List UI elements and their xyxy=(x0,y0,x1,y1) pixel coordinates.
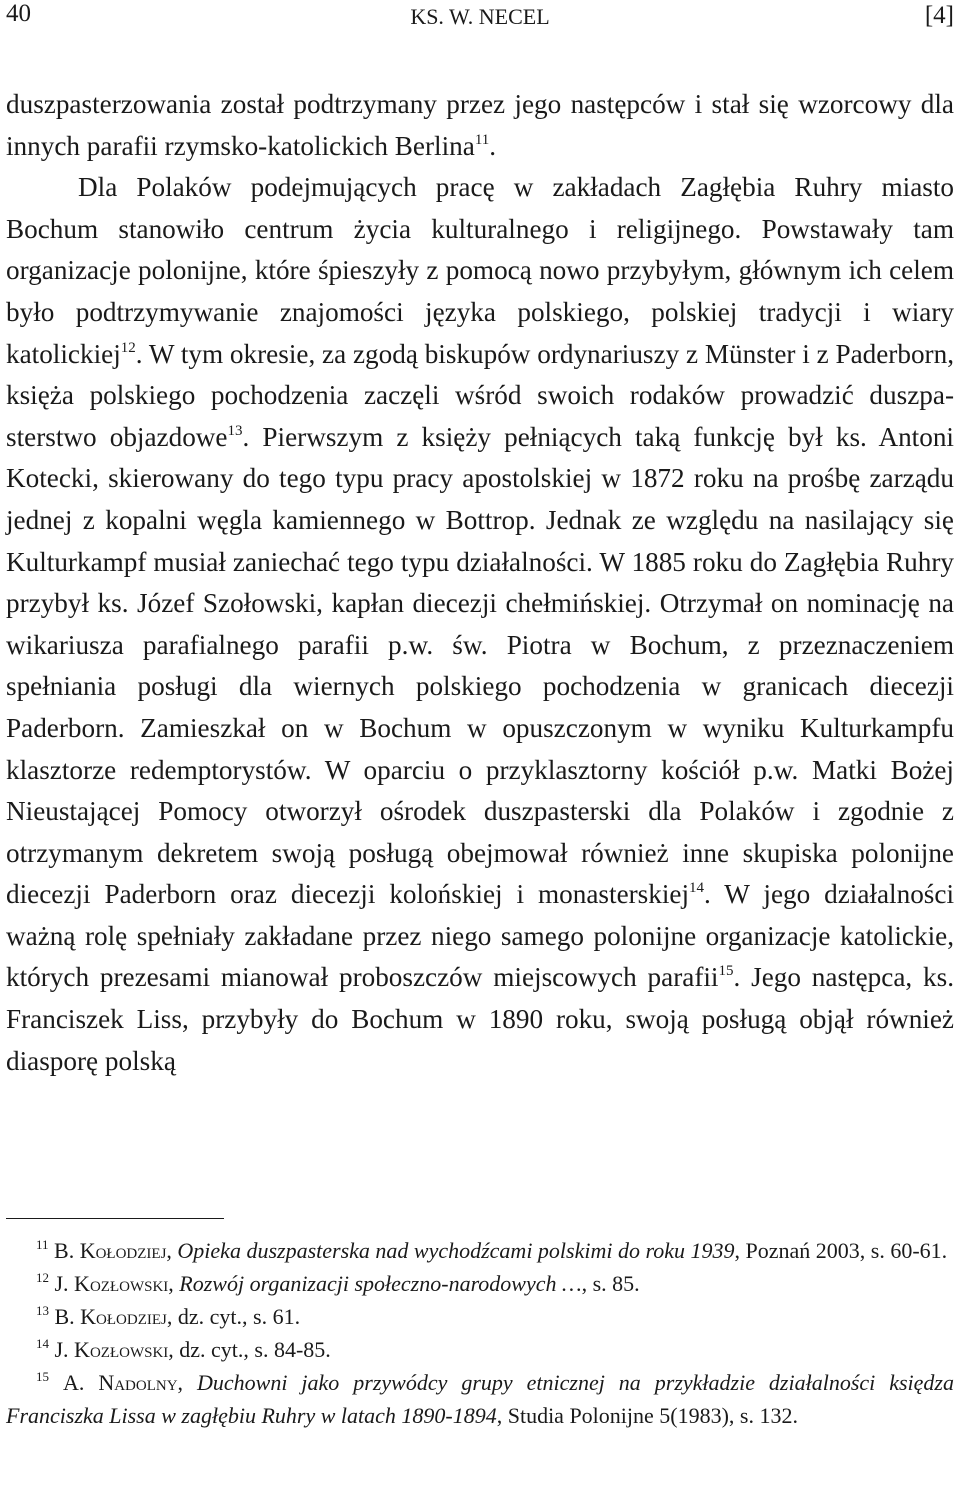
paragraph-2-part-5: . Jego następca, ks. Franciszek Liss, przybyły do Bochum w 1890 roku, swoją posługą objął również diasporę polską xyxy=(6,962,954,1076)
footnotes xyxy=(6,1234,954,1432)
footnote-14 xyxy=(6,1333,954,1366)
footnote-13 xyxy=(6,1300,954,1333)
footnote-ref-13[interactable]: 13 xyxy=(227,422,243,439)
paragraph-1-tail: . xyxy=(489,130,497,161)
footnote-number: 11 xyxy=(36,1236,49,1252)
paragraph-2-part-2: . W tym okresie, za zgodą biskupów ordynariuszy z Münster i z Paderborn, księża polskiego pochodzenia zaczęli wśród swoich rodaków prowadzić duszpasterstwo objazdowe xyxy=(6,338,954,452)
footnote-ref-14[interactable]: 14 xyxy=(689,880,705,897)
paragraph-2 xyxy=(6,167,954,1082)
footnote-rest: , Poznań 2003, s. 60-61. xyxy=(734,1238,948,1263)
section-number: [4] xyxy=(924,2,954,29)
footnote-title: Opieka duszpasterska nad wychodźcami polskimi do roku 1939 xyxy=(177,1238,735,1263)
body-text xyxy=(6,84,954,1082)
page-number: 40 xyxy=(6,0,31,27)
footnote-author: B. Kołodziej xyxy=(54,1304,167,1329)
paragraph-1-text: duszpasterzowania został podtrzymany przez jego następców i stał się wzorcowy dla innych parafii rzymsko-katolickich Berlina xyxy=(6,89,954,161)
footnote-author: A. Nadolny xyxy=(62,1370,178,1395)
paragraph-2-part-4: . W jego działalności ważną rolę spełniały zakładane przez niego samego polonijne organizacje katolickie, których prezesami mianował proboszczów miejscowych parafii xyxy=(6,879,954,993)
footnote-rest: , Studia Polonijne 5(1983), s. 132. xyxy=(496,1403,798,1428)
footnote-11: $^{11}$ B. Kołodziej, Opieka duszpasterska nad wychodźcami polskimi do roku 1939, Poznań 2003, s. 60-61. xyxy=(36,1236,948,1263)
paragraph-2-part-3: . Pierwszym z księży pełniących taką funkcję był ks. Antoni Kotecki, skierowany do tego typu pracy apostolskiej w 1872 roku na prośbę zarządu jednej z kopalni węgla kamiennego w Bottrop. Jednak ze względu na nasilający się Kulturkampf musiał zaniechać tego typu działalności. W 1885 roku do Zagłębia Ruhry przybył ks. Józef Szołowski, kapłan diecezji chełmińskiej. Otrzymał on nominację na wikariusza parafialnego parafii p.w. św. Piotra w Bochum, z przeznaczeniem spełniania posługi dla wiernych polskiego pochodzenia w granicach diecezji Paderborn. Zamieszkał on w Bochum w opuszczonym w wyniku Kulturkampfu klasztorze redemptorystów. W oparciu o przyklasztorny kościół p.w. Matki Bożej Nieustającej Pomocy otworzył ośrodek duszpasterski dla Polaków i zgodnie z otrzymanym dekretem swoją posługą obejmował również inne skupiska polonijne diecezji Paderborn oraz diecezji kolońskiej i monasterskiej xyxy=(6,421,954,910)
footnote-number: 15 xyxy=(36,1368,49,1384)
footnote-ref-15[interactable]: 15 xyxy=(718,963,734,980)
footnote-number: 12 xyxy=(36,1269,49,1285)
footnote-rest: , dz. cyt., s. 61. xyxy=(166,1304,301,1329)
footnote-12: $^{12}$ J. Kozłowski, Rozwój organizacji społeczno-narodowych …, s. 85. xyxy=(36,1269,640,1296)
footnote-15: $^{15}$ A. Nadolny, Duchowni jako przywódcy grupy etnicznej na przykładzie działalności księdza Franciszka Lissa w zagłębiu Ruhry w latach 1890-1894, Studia Polonijne 5(1983), s. 132. xyxy=(6,1368,954,1428)
footnote-ref-12[interactable]: 12 xyxy=(120,339,136,356)
footnote-rest: , s. 85. xyxy=(581,1271,640,1296)
paragraph-2-part-1: Dla Polaków podejmujących pracę w zakładach Zagłębia Ruhry miasto Bochum stanowiło centrum życia kulturalnego i religijnego. Powstawały tam organizacje polonijne, które śpieszyły z pomocą nowo przybyłym, głównym ich celem było podtrzymywanie znajomości języka polskiego, polskiej tradycji i wiary katolickiej xyxy=(6,172,954,369)
footnote-number: 13 xyxy=(36,1302,49,1318)
footnote-title: Rozwój organizacji społeczno-narodowych … xyxy=(179,1271,582,1296)
footnote-rest: , dz. cyt., s. 84-85. xyxy=(168,1337,331,1362)
footnote-author: B. Kołodziej xyxy=(54,1238,167,1263)
footnote-separator xyxy=(6,1218,224,1219)
footnote-ref-11[interactable]: 11 xyxy=(474,131,490,148)
footnote-title: Duchowni jako przywódcy grupy etnicznej na przykładzie działalności księdza Franciszka Lissa w zagłębiu Ruhry w latach 1890-1894 xyxy=(6,1370,954,1428)
footnote-number: 14 xyxy=(36,1335,49,1351)
running-header xyxy=(6,0,954,40)
footnote-author: J. Kozłowski xyxy=(54,1337,169,1362)
paragraph-1 xyxy=(6,84,954,167)
running-title: KS. W. NECEL xyxy=(410,4,550,29)
footnote-author: J. Kozłowski xyxy=(54,1271,169,1296)
